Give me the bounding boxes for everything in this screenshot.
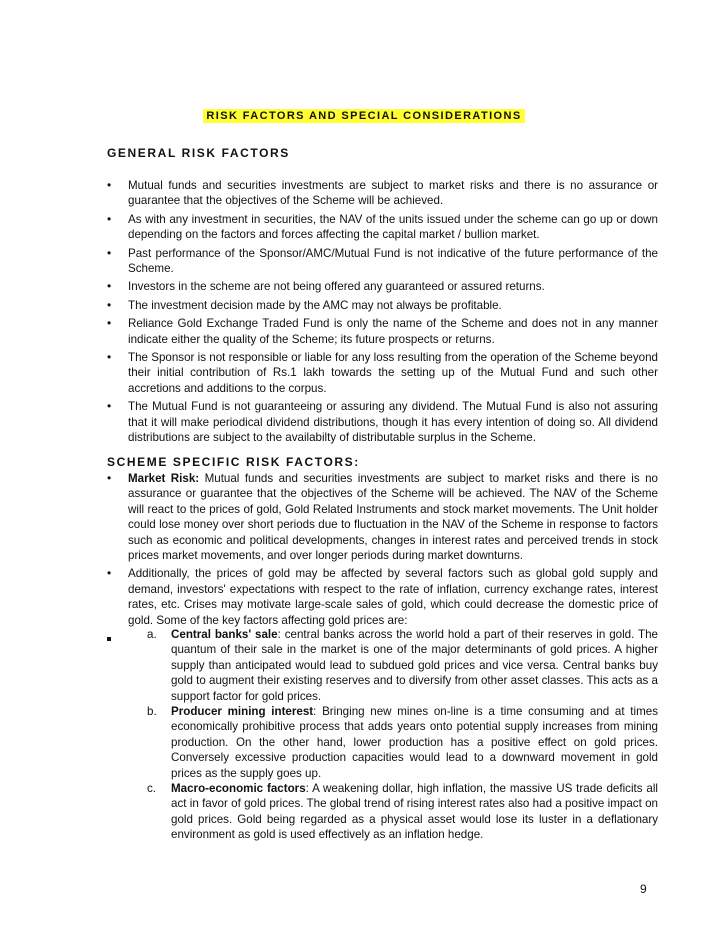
factor-label: Macro-economic factors bbox=[171, 782, 306, 796]
highlighted-title: RISK FACTORS AND SPECIAL CONSIDERATIONS bbox=[203, 109, 524, 123]
list-item: • Past performance of the Sponsor/AMC/Mutual Fund is not indicative of the future performance of the Scheme. bbox=[107, 245, 658, 276]
list-item: • As with any investment in securities, the NAV of the units issued under the scheme can go up or down depending on the factors and forces affecting the capital market / bullion market. bbox=[107, 211, 658, 242]
bullet-icon: • bbox=[107, 566, 112, 581]
page-number: 9 bbox=[640, 882, 647, 896]
list-marker: b. bbox=[147, 705, 157, 719]
scheme-risk-list bbox=[107, 471, 658, 649]
bullet-icon: • bbox=[107, 178, 112, 192]
bullet-icon: • bbox=[107, 316, 112, 331]
list-marker: c. bbox=[147, 782, 157, 796]
factor-label: Producer mining interest bbox=[171, 705, 314, 719]
bullet-icon: • bbox=[107, 245, 112, 260]
bullet-icon: • bbox=[107, 399, 112, 414]
bullet-icon: • bbox=[107, 211, 112, 226]
list-item: • The investment decision made by the AMC may not always be profitable. bbox=[107, 297, 502, 312]
market-risk-label: Market Risk: bbox=[128, 472, 200, 485]
list-item: • Market Risk: Mutual funds and securities investments are subject to market risks and there is no assurance or guarantee that the objectives of the Scheme will be achieved. The NAV of the Scheme will react to the prices of gold, Gold Related Instruments and stock market movements. The Unit holder could lose money over short periods due to fluctuation in the NAV of the Scheme in response to factors such as economic and political developments, changes in interest rates and perceived trends in stock prices market movements, and over longer periods during market downturns. bbox=[107, 471, 658, 563]
general-risk-heading: GENERAL RISK FACTORS bbox=[107, 146, 290, 160]
factor-label: Central banks' sale bbox=[171, 628, 278, 641]
general-risk-list bbox=[107, 178, 658, 449]
scheme-risk-heading: SCHEME SPECIFIC RISK FACTORS: bbox=[107, 455, 360, 469]
square-bullet-icon bbox=[107, 637, 111, 641]
list-item: b. Producer mining interest: Bringing new mines on-line is a time consuming and at times economically prohibitive process that adds years onto potential supply increases from mining production. On the other hand, lower production has a positive effect on gold prices. Conversely excessive production capacities would lead to a downward movement in gold prices as the supply goes up. bbox=[147, 705, 658, 780]
list-item: • The Mutual Fund is not guaranteeing or assuring any dividend. The Mutual Fund is also not assuring that it will make periodical dividend distributions, though it has every intention of doing so. All dividend distributions are subject to the availabilty of distributable surplus in the Scheme. bbox=[107, 399, 658, 445]
page-title bbox=[0, 110, 728, 122]
list-item: a. Central banks' sale: central banks across the world hold a part of their reserves in gold. The quantum of their sale in the market is one of the major determinants of gold prices. A higher supply than anticipated would lead to subdued gold prices and vice versa. Central banks buy gold to augment their existing reserves and to diversify from other asset classes. This acts as a support factor for gold prices. bbox=[147, 628, 659, 703]
list-item: • Reliance Gold Exchange Traded Fund is only the name of the Scheme and does not in any manner indicate either the quality of the Scheme; its future prospects or returns. bbox=[107, 316, 658, 346]
bullet-icon: • bbox=[107, 350, 112, 365]
list-item: • Mutual funds and securities investments are subject to market risks and there is no assurance or guarantee that the objectives of the Scheme will be achieved. bbox=[107, 178, 658, 208]
bullet-icon: • bbox=[107, 297, 112, 312]
list-item: c. Macro-economic factors: A weakening dollar, high inflation, the massive US trade deficits all act in favor of gold prices. The global trend of rising interest rates also had a positive impact on gold prices. Gold being regarded as a physical asset would lose its luster in a deflationary environment as gold is used effectively as an inflation hedge. bbox=[147, 782, 658, 842]
gold-price-factors-list bbox=[147, 627, 658, 843]
bullet-icon: • bbox=[107, 279, 112, 294]
list-marker: a. bbox=[147, 628, 157, 641]
list-item: • Investors in the scheme are not being offered any guaranteed or assured returns. bbox=[107, 279, 545, 294]
bullet-icon: • bbox=[107, 471, 112, 485]
list-item: • The Sponsor is not responsible or liable for any loss resulting from the operation of the Scheme beyond their initial contribution of Rs.1 lakh towards the setting up of the Mutual Fund and such other accretions and additions to the corpus. bbox=[107, 350, 658, 395]
list-item: • Additionally, the prices of gold may be affected by several factors such as global gold supply and demand, investors' expectations with respect to the rate of inflation, currency exchange rates, interest rates, etc. Crises may motivate large-scale sales of gold, which could decrease the domestic price of gold. Some of the key factors affecting gold prices are: bbox=[107, 566, 658, 627]
